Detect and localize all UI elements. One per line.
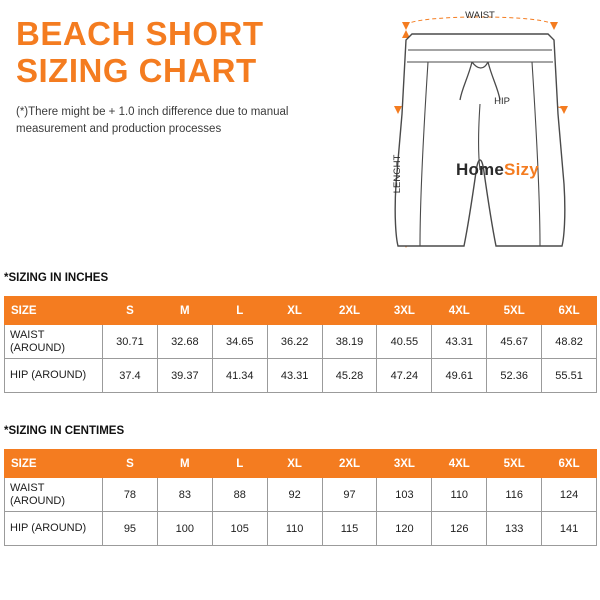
cell-waist-m: 32.68 <box>157 325 212 359</box>
cell-waist-5xl: 45.67 <box>487 325 542 359</box>
label-hip: HIP <box>494 96 510 107</box>
page-title-line-1: BEACH SHORT <box>16 15 264 52</box>
header-cell-size: SIZE <box>5 450 103 478</box>
table-header-row <box>5 450 597 478</box>
cell-hip-2xl: 115 <box>322 512 377 546</box>
cell-hip-2xl: 45.28 <box>322 359 377 393</box>
header-cell-5xl: 5XL <box>487 297 542 325</box>
cell-hip-5xl: 133 <box>487 512 542 546</box>
header-cell-s: S <box>103 450 158 478</box>
title-block <box>16 16 356 137</box>
row-label-hip: HIP (AROUND) <box>5 359 103 393</box>
cell-hip-5xl: 52.36 <box>487 359 542 393</box>
cell-hip-xl: 43.31 <box>267 359 322 393</box>
cell-waist-6xl: 48.82 <box>542 325 597 359</box>
header-cell-size: SIZE <box>5 297 103 325</box>
header-cell-m: M <box>157 297 212 325</box>
header-cell-4xl: 4XL <box>432 297 487 325</box>
cell-waist-2xl: 38.19 <box>322 325 377 359</box>
cell-waist-xl: 36.22 <box>267 325 322 359</box>
cell-waist-3xl: 103 <box>377 478 432 512</box>
shorts-illustration <box>368 4 598 266</box>
cell-waist-l: 88 <box>212 478 267 512</box>
cell-waist-3xl: 40.55 <box>377 325 432 359</box>
cell-waist-2xl: 97 <box>322 478 377 512</box>
brand-logo <box>456 160 539 180</box>
label-length: LENGHT <box>392 154 403 194</box>
sizing-table-centimetres <box>4 449 597 546</box>
cell-hip-l: 41.34 <box>212 359 267 393</box>
page-title-line-2: SIZING CHART <box>16 51 257 89</box>
cell-hip-3xl: 120 <box>377 512 432 546</box>
cell-hip-l: 105 <box>212 512 267 546</box>
row-label-waist: WAIST (AROUND) <box>5 325 103 359</box>
header-cell-6xl: 6XL <box>542 450 597 478</box>
table-row <box>5 359 597 393</box>
header-cell-2xl: 2XL <box>322 450 377 478</box>
cell-hip-xl: 110 <box>267 512 322 546</box>
table-header-row <box>5 297 597 325</box>
brand-home: Home <box>456 160 505 179</box>
cell-hip-4xl: 49.61 <box>432 359 487 393</box>
cell-hip-m: 39.37 <box>157 359 212 393</box>
cell-waist-4xl: 110 <box>432 478 487 512</box>
cell-waist-4xl: 43.31 <box>432 325 487 359</box>
cell-hip-3xl: 47.24 <box>377 359 432 393</box>
table-row <box>5 512 597 546</box>
brand-sizy: Sizy <box>504 160 539 179</box>
row-label-waist: WAIST (AROUND) <box>5 478 103 512</box>
cell-waist-xl: 92 <box>267 478 322 512</box>
header-cell-5xl: 5XL <box>487 450 542 478</box>
sizing-table-inches <box>4 296 597 393</box>
header-cell-s: S <box>103 297 158 325</box>
header <box>0 0 600 268</box>
section-caption-centimetres: *SIZING IN CENTIMES <box>4 425 125 437</box>
header-cell-6xl: 6XL <box>542 297 597 325</box>
cell-waist-s: 78 <box>103 478 158 512</box>
cell-hip-s: 95 <box>103 512 158 546</box>
cell-hip-6xl: 141 <box>542 512 597 546</box>
cell-waist-l: 34.65 <box>212 325 267 359</box>
header-cell-3xl: 3XL <box>377 450 432 478</box>
cell-hip-4xl: 126 <box>432 512 487 546</box>
cell-hip-6xl: 55.51 <box>542 359 597 393</box>
cell-hip-s: 37.4 <box>103 359 158 393</box>
section-caption-inches: *SIZING IN INCHES <box>4 272 109 284</box>
header-cell-xl: XL <box>267 450 322 478</box>
cell-waist-m: 83 <box>157 478 212 512</box>
header-cell-l: L <box>212 297 267 325</box>
cell-waist-6xl: 124 <box>542 478 597 512</box>
measurement-note: (*)There might be + 1.0 inch difference due to manual measurement and production processes <box>16 105 289 135</box>
label-waist: WAIST <box>465 10 495 21</box>
cell-hip-m: 100 <box>157 512 212 546</box>
cell-waist-s: 30.71 <box>103 325 158 359</box>
header-cell-m: M <box>157 450 212 478</box>
row-label-hip: HIP (AROUND) <box>5 512 103 546</box>
table-row <box>5 478 597 512</box>
header-cell-xl: XL <box>267 297 322 325</box>
cell-waist-5xl: 116 <box>487 478 542 512</box>
header-cell-4xl: 4XL <box>432 450 487 478</box>
table-row <box>5 325 597 359</box>
header-cell-l: L <box>212 450 267 478</box>
header-cell-3xl: 3XL <box>377 297 432 325</box>
header-cell-2xl: 2XL <box>322 297 377 325</box>
